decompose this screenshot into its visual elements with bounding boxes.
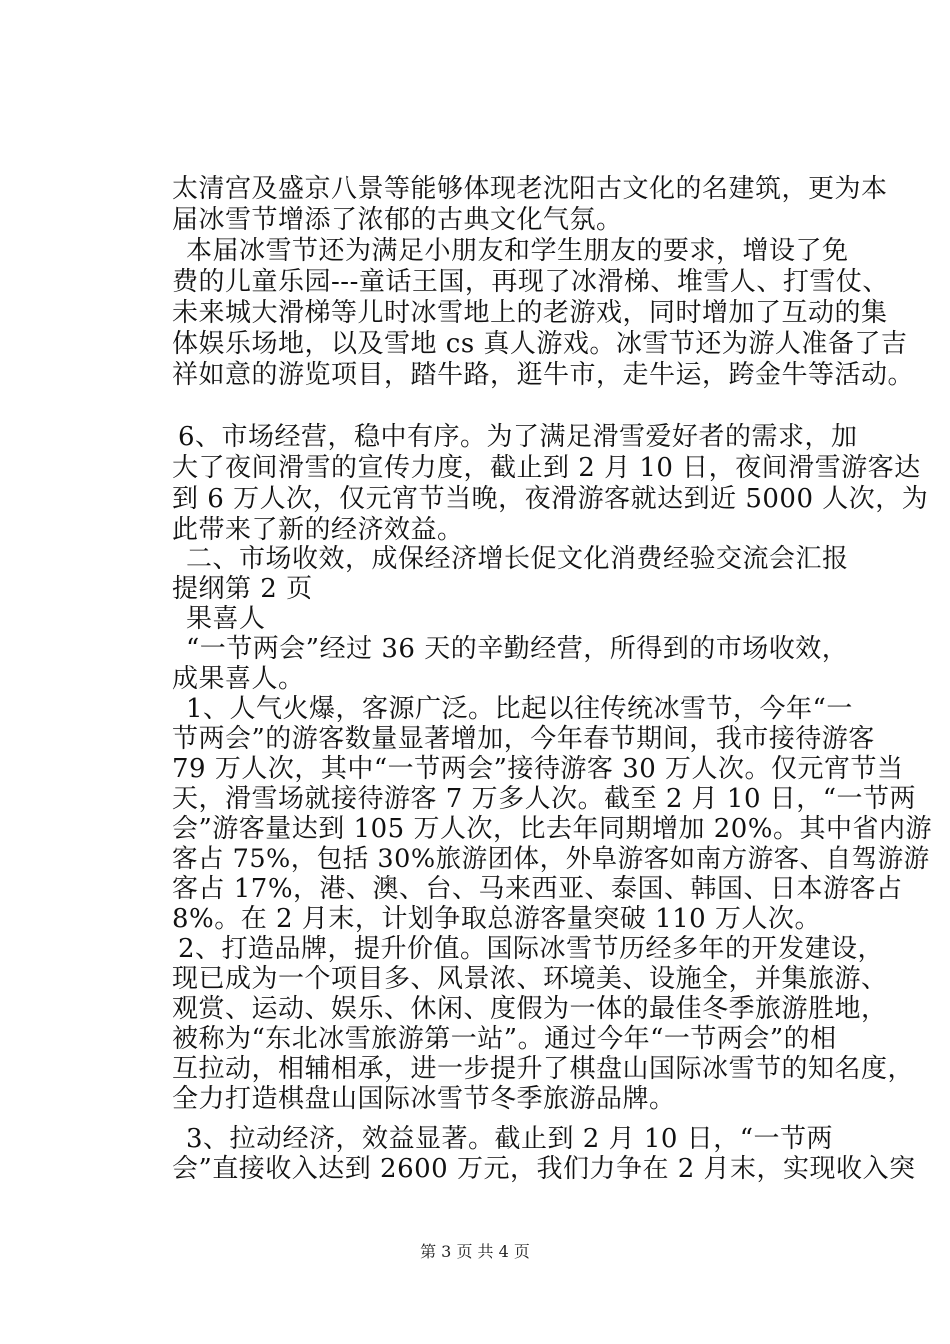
text-line: 祥如意的游览项目，踏牛路，逛牛市，走牛运，跨金牛等活动。: [172, 360, 915, 390]
text-line: 二、市场收效，成保经济增长促文化消费经验交流会汇报: [186, 544, 849, 574]
text-line: 会”游客量达到 105 万人次，比去年同期增加 20%。其中省内游: [172, 814, 933, 844]
text-line: 3、拉动经济，效益显著。截止到 2 月 10 日，“一节两: [186, 1124, 834, 1154]
text-line: 6、市场经营，稳中有序。为了满足滑雪爱好者的需求，加: [178, 422, 858, 452]
text-line: 会”直接收入达到 2600 万元，我们力争在 2 月末，实现收入突: [172, 1154, 916, 1184]
text-line: 太清宫及盛京八景等能够体现老沈阳古文化的名建筑，更为本: [172, 174, 888, 204]
text-line: 互拉动，相辅相承，进一步提升了棋盘山国际冰雪节的知名度，: [172, 1054, 915, 1084]
text-line: “一节两会”经过 36 天的辛勤经营，所得到的市场收效，: [186, 634, 849, 664]
text-line: 8%。在 2 月末，计划争取总游客量突破 110 万人次。: [172, 904, 821, 934]
text-line: 2、打造品牌，提升价值。国际冰雪节历经多年的开发建设，: [178, 934, 885, 964]
text-line: 1、人气火爆，客源广泛。比起以往传统冰雪节，今年“一: [186, 694, 853, 724]
text-line: 体娱乐场地，以及雪地 cs 真人游戏。冰雪节还为游人准备了吉: [172, 329, 908, 359]
page-footer: 第 3 页 共 4 页: [420, 1242, 530, 1261]
text-line: 天，滑雪场就接待游客 7 万多人次。截至 2 月 10 日，“一节两: [172, 784, 917, 814]
text-line: 到 6 万人次，仅元宵节当晚，夜滑游客就达到近 5000 人次，为: [172, 484, 929, 514]
text-line: 客占 75%，包括 30%旅游团体，外阜游客如南方游客、自驾游游: [172, 844, 930, 874]
text-line: 观赏、运动、娱乐、休闲、度假为一体的最佳冬季旅游胜地，: [172, 994, 888, 1024]
text-line: 提纲第 2 页: [172, 574, 313, 604]
text-line: 被称为“东北冰雪旅游第一站”。通过今年“一节两会”的相: [172, 1024, 837, 1054]
text-line: 客占 17%，港、澳、台、马来西亚、泰国、韩国、日本游客占: [172, 874, 903, 904]
text-line: 大了夜间滑雪的宣传力度，截止到 2 月 10 日，夜间滑雪游客达: [172, 453, 921, 483]
text-line: 费的儿童乐园---童话王国，再现了冰滑梯、堆雪人、打雪仗、: [172, 267, 889, 297]
text-line: 本届冰雪节还为满足小朋友和学生朋友的要求，增设了免: [186, 236, 849, 266]
text-line: 未来城大滑梯等儿时冰雪地上的老游戏，同时增加了互动的集: [172, 298, 888, 328]
text-line: 果喜人: [186, 604, 266, 634]
text-line: 成果喜人。: [172, 664, 305, 694]
text-line: 届冰雪节增添了浓郁的古典文化气氛。: [172, 205, 623, 235]
text-line: 79 万人次，其中“一节两会”接待游客 30 万人次。仅元宵节当: [172, 754, 904, 784]
text-line: 节两会”的游客数量显著增加，今年春节期间，我市接待游客: [172, 724, 875, 754]
text-line: 此带来了新的经济效益。: [172, 515, 464, 545]
text-line: 全力打造棋盘山国际冰雪节冬季旅游品牌。: [172, 1084, 676, 1114]
text-line: 现已成为一个项目多、风景浓、环境美、设施全，并集旅游、: [172, 964, 888, 994]
